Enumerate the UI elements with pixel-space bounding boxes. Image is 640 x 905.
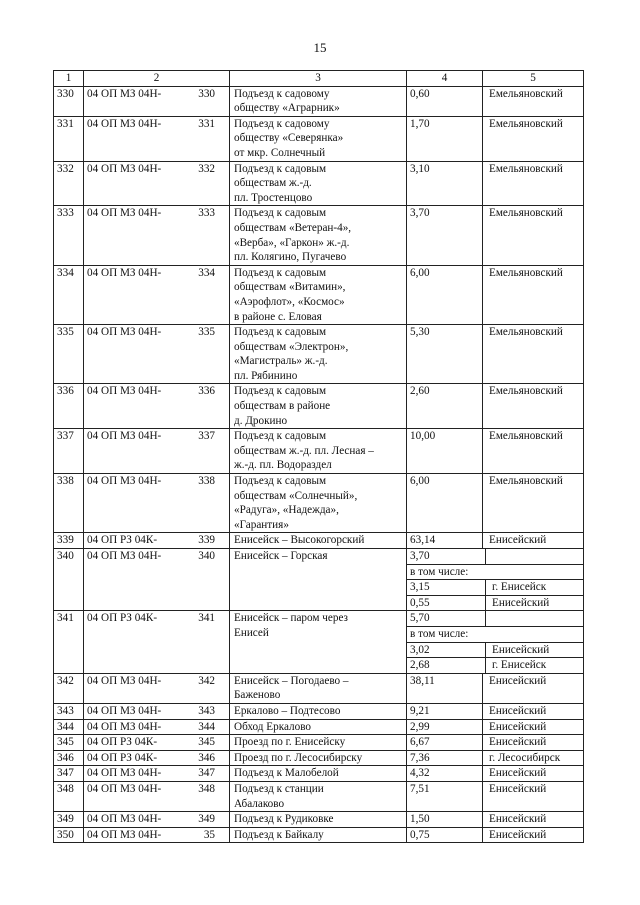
- road-code: [84, 206, 230, 265]
- row-number: 342: [54, 673, 84, 703]
- part-length: 3,15: [407, 580, 486, 596]
- row-number: 347: [54, 766, 84, 782]
- roads-table: [53, 70, 584, 843]
- district: Енисейский: [483, 673, 584, 703]
- road-name-line: Подъезд к садовому: [234, 87, 330, 100]
- road-name-line: Подъезд к садовым: [234, 385, 327, 398]
- row-number: 337: [54, 429, 84, 474]
- road-name-line: Енисейск – паром через: [234, 612, 348, 625]
- road-code-prefix: 04 ОП МЗ 04Н-: [87, 720, 162, 733]
- road-code-number: 337: [198, 430, 215, 443]
- table-row: [54, 116, 584, 161]
- road-code-prefix: 04 ОП МЗ 04Н-: [87, 326, 162, 339]
- table-row: [54, 812, 584, 828]
- road-name-line: д. Дрокино: [234, 414, 288, 427]
- road-name-line: от мкр. Солнечный: [234, 146, 326, 159]
- district: Енисейский: [483, 812, 584, 828]
- breakdown-total-row: [407, 611, 583, 626]
- road-code: [84, 781, 230, 811]
- road-name: [230, 781, 407, 811]
- header-cell: 5: [483, 71, 584, 87]
- row-number: 350: [54, 827, 84, 843]
- road-name-line: «Магистраль» ж.-д.: [234, 355, 328, 368]
- road-code-number: 341: [198, 612, 215, 625]
- row-number: 344: [54, 719, 84, 735]
- road-code-prefix: 04 ОП МЗ 04Н-: [87, 813, 162, 826]
- road-code: [84, 812, 230, 828]
- road-code: [84, 750, 230, 766]
- road-name-line: Подъезд к садовому: [234, 117, 330, 130]
- road-name-line: Еркалово – Подтесово: [234, 704, 341, 717]
- road-name-line: «Радуга», «Надежда»,: [234, 504, 339, 517]
- road-length: 6,00: [407, 474, 483, 533]
- road-code-number: 332: [198, 162, 215, 175]
- road-length: 5,70: [407, 611, 486, 626]
- road-code-number: 335: [198, 326, 215, 339]
- road-code-number: 345: [198, 736, 215, 749]
- row-number: 332: [54, 161, 84, 206]
- row-number: 341: [54, 611, 84, 673]
- road-name: [230, 265, 407, 324]
- road-name-line: обществу «Северянка»: [234, 132, 344, 145]
- road-name-line: обществам «Ветеран-4»,: [234, 221, 352, 234]
- road-length: 10,00: [407, 429, 483, 474]
- row-number: 339: [54, 533, 84, 549]
- road-name-line: Подъезд к станции: [234, 782, 324, 795]
- road-code-prefix: 04 ОП МЗ 04Н-: [87, 828, 162, 841]
- road-name-line: Подъезд к Малобелой: [234, 767, 339, 780]
- road-code-number: 334: [198, 266, 215, 279]
- road-name: [230, 429, 407, 474]
- road-name-line: «Верба», «Гаркон» ж.-д.: [234, 236, 350, 249]
- part-district: г. Енисейск: [492, 659, 547, 672]
- road-code: [84, 611, 230, 673]
- road-name-line: Енисей: [234, 626, 269, 639]
- road-name: [230, 750, 407, 766]
- road-code-number: 336: [198, 385, 215, 398]
- district: Емельяновский: [483, 474, 584, 533]
- table-row: [54, 384, 584, 429]
- road-code: [84, 325, 230, 384]
- length-breakdown: [407, 611, 584, 673]
- road-code-prefix: 04 ОП РЗ 04К-: [87, 751, 158, 764]
- header-cell: 4: [407, 71, 483, 87]
- road-name-line: обществам в районе: [234, 400, 331, 413]
- road-code: [84, 735, 230, 751]
- district: Енисейский: [483, 703, 584, 719]
- road-name-line: Баженово: [234, 689, 281, 702]
- breakdown-part-row: [407, 595, 583, 610]
- table-row: [54, 549, 584, 611]
- row-number: 334: [54, 265, 84, 324]
- road-name-line: Обход Еркалово: [234, 720, 312, 733]
- road-code-prefix: 04 ОП МЗ 04Н-: [87, 430, 162, 443]
- breakdown-part-row: [407, 642, 583, 658]
- road-code-prefix: 04 ОП МЗ 04Н-: [87, 674, 162, 687]
- road-code: [84, 766, 230, 782]
- road-code-number: 349: [198, 813, 215, 826]
- district-empty: [486, 611, 584, 626]
- road-code-number: 343: [198, 704, 215, 717]
- road-length: 3,70: [407, 206, 483, 265]
- row-number: 349: [54, 812, 84, 828]
- road-code-prefix: 04 ОП РЗ 04К-: [87, 736, 158, 749]
- row-number: 333: [54, 206, 84, 265]
- road-name: [230, 384, 407, 429]
- road-length: 3,10: [407, 161, 483, 206]
- road-code-number: 340: [198, 550, 215, 562]
- road-code: [84, 384, 230, 429]
- row-number: 330: [54, 86, 84, 116]
- road-code-prefix: 04 ОП МЗ 04Н-: [87, 782, 162, 795]
- district: Енисейский: [483, 781, 584, 811]
- road-length: 4,32: [407, 766, 483, 782]
- road-name-line: обществу «Аграрник»: [234, 102, 340, 115]
- road-length: 38,11: [407, 673, 483, 703]
- road-name-line: обществам ж.-д. пл. Лесная –: [234, 444, 374, 457]
- table-row: [54, 474, 584, 533]
- row-number: 331: [54, 116, 84, 161]
- road-name-line: обществам «Витамин»,: [234, 281, 346, 294]
- road-code: [84, 161, 230, 206]
- road-length: 2,99: [407, 719, 483, 735]
- road-code-prefix: 04 ОП МЗ 04Н-: [87, 266, 162, 279]
- row-number: 336: [54, 384, 84, 429]
- road-name: [230, 673, 407, 703]
- district: Емельяновский: [483, 161, 584, 206]
- road-code-prefix: 04 ОП МЗ 04Н-: [87, 767, 162, 780]
- road-code-number: 331: [198, 117, 215, 130]
- road-code-prefix: 04 ОП МЗ 04Н-: [87, 162, 162, 175]
- district: Енисейский: [483, 827, 584, 843]
- road-name: [230, 206, 407, 265]
- table-row: [54, 533, 584, 549]
- district: г. Лесосибирск: [483, 750, 584, 766]
- road-name-line: Подъезд к Рудиковке: [234, 813, 334, 826]
- district: Енисейский: [483, 735, 584, 751]
- district: Емельяновский: [483, 265, 584, 324]
- road-code-prefix: 04 ОП РЗ 04К-: [87, 612, 158, 625]
- road-name-line: «Гарантия»: [234, 518, 289, 531]
- breakdown-part-row: [407, 580, 583, 596]
- road-code: [84, 116, 230, 161]
- road-name: [230, 474, 407, 533]
- road-length: 0,75: [407, 827, 483, 843]
- part-district: Енисейский: [492, 596, 550, 609]
- road-name: [230, 611, 407, 673]
- district: Емельяновский: [483, 429, 584, 474]
- road-name-line: обществам «Электрон»,: [234, 340, 349, 353]
- road-name-line: Подъезд к садовым: [234, 162, 327, 175]
- district-empty: [486, 549, 584, 564]
- road-length: 9,21: [407, 703, 483, 719]
- road-name: [230, 703, 407, 719]
- breakdown-table: [407, 611, 583, 672]
- road-name-line: обществам ж.-д.: [234, 177, 312, 190]
- road-name-line: Подъезд к садовым: [234, 475, 327, 488]
- table-row: [54, 827, 584, 843]
- district: Емельяновский: [483, 86, 584, 116]
- road-code: [84, 474, 230, 533]
- district: Емельяновский: [483, 384, 584, 429]
- road-name-line: Проезд по г. Лесосибирску: [234, 751, 363, 764]
- road-code-prefix: 04 ОП РЗ 04К-: [87, 534, 158, 547]
- table-row: [54, 161, 584, 206]
- table-row: [54, 673, 584, 703]
- road-name-line: Енисейск – Погодаево –: [234, 674, 349, 687]
- road-code: [84, 719, 230, 735]
- table-row: [54, 429, 584, 474]
- road-name: [230, 325, 407, 384]
- road-name-line: пл. Тростенцово: [234, 191, 313, 204]
- road-code-prefix: 04 ОП МЗ 04Н-: [87, 550, 162, 562]
- district: Енисейский: [483, 719, 584, 735]
- road-code: [84, 86, 230, 116]
- road-name: [230, 116, 407, 161]
- road-length: 7,36: [407, 750, 483, 766]
- road-name: [230, 549, 407, 611]
- road-code-number: 346: [198, 751, 215, 764]
- road-code: [84, 265, 230, 324]
- road-name-line: в районе с. Еловая: [234, 310, 322, 323]
- road-name: [230, 827, 407, 843]
- road-code-number: 344: [198, 720, 215, 733]
- road-code-prefix: 04 ОП МЗ 04Н-: [87, 207, 162, 220]
- length-breakdown: [407, 549, 584, 611]
- road-code: [84, 827, 230, 843]
- road-name-line: Енисейск – Горская: [234, 550, 328, 562]
- road-name-line: обществам «Солнечный»,: [234, 489, 358, 502]
- row-number: 338: [54, 474, 84, 533]
- road-name-line: Подъезд к Байкалу: [234, 828, 324, 841]
- road-name-line: пл. Рябинино: [234, 369, 298, 382]
- road-name-line: пл. Колягино, Пугачево: [234, 251, 347, 264]
- road-name-line: ж.-д. пл. Водораздел: [234, 459, 332, 472]
- road-name-line: «Аэрофлот», «Космос»: [234, 295, 345, 308]
- row-number: 346: [54, 750, 84, 766]
- road-code-number: 347: [198, 767, 215, 780]
- road-code-number: 35: [203, 828, 215, 841]
- table-row: [54, 611, 584, 673]
- part-length: 0,55: [407, 595, 486, 610]
- table-row: [54, 735, 584, 751]
- breakdown-part-row: [407, 658, 583, 673]
- part-length: 3,02: [407, 642, 486, 658]
- table-row: [54, 750, 584, 766]
- row-number: 345: [54, 735, 84, 751]
- part-length: 2,68: [407, 658, 486, 673]
- table-body: [54, 86, 584, 843]
- road-name-line: Енисейск – Высокогорский: [234, 534, 365, 547]
- road-code-prefix: 04 ОП МЗ 04Н-: [87, 475, 162, 488]
- road-code-number: 333: [198, 207, 215, 220]
- road-name-line: Абалаково: [234, 797, 285, 810]
- road-code-number: 330: [198, 87, 215, 100]
- road-code-prefix: 04 ОП МЗ 04Н-: [87, 117, 162, 130]
- breakdown-table: [407, 549, 583, 610]
- road-name: [230, 735, 407, 751]
- road-code: [84, 673, 230, 703]
- page-number: 15: [313, 40, 327, 55]
- road-length: 6,00: [407, 265, 483, 324]
- road-code-number: 342: [198, 674, 215, 687]
- breakdown-total-row: [407, 549, 583, 564]
- row-number: 340: [54, 549, 84, 611]
- road-name-line: Подъезд к садовым: [234, 266, 327, 279]
- road-name-line: Проезд по г. Енисейску: [234, 736, 346, 749]
- district: Енисейский: [483, 533, 584, 549]
- road-name: [230, 812, 407, 828]
- table-row: [54, 265, 584, 324]
- district: Емельяновский: [483, 206, 584, 265]
- road-name: [230, 719, 407, 735]
- road-code: [84, 533, 230, 549]
- road-length: 63,14: [407, 533, 483, 549]
- road-length: 5,30: [407, 325, 483, 384]
- road-name-line: Подъезд к садовым: [234, 430, 327, 443]
- table-row: [54, 703, 584, 719]
- breakdown-label: в том числе:: [407, 626, 583, 642]
- district: Енисейский: [483, 766, 584, 782]
- district: Емельяновский: [483, 325, 584, 384]
- road-code: [84, 549, 230, 611]
- road-name: [230, 161, 407, 206]
- header-row: [54, 71, 584, 87]
- part-district: г. Енисейск: [486, 580, 584, 596]
- district: Емельяновский: [483, 116, 584, 161]
- part-district: Енисейский: [486, 642, 584, 658]
- road-name: [230, 533, 407, 549]
- road-length: 0,60: [407, 86, 483, 116]
- road-length: 1,50: [407, 812, 483, 828]
- header-cell: 3: [230, 71, 407, 87]
- breakdown-label: в том числе:: [407, 564, 583, 580]
- road-name: [230, 86, 407, 116]
- road-length: 2,60: [407, 384, 483, 429]
- road-length: 6,67: [407, 735, 483, 751]
- road-code-number: 339: [198, 534, 215, 547]
- table-row: [54, 766, 584, 782]
- road-code: [84, 429, 230, 474]
- road-length: 1,70: [407, 116, 483, 161]
- table-row: [54, 781, 584, 811]
- row-number: 348: [54, 781, 84, 811]
- table-row: [54, 206, 584, 265]
- breakdown-label-row: [407, 564, 583, 580]
- road-length: 3,70: [407, 549, 486, 564]
- road-code-prefix: 04 ОП МЗ 04Н-: [87, 704, 162, 717]
- table-row: [54, 719, 584, 735]
- row-number: 335: [54, 325, 84, 384]
- header-cell: 2: [84, 71, 230, 87]
- road-code-number: 338: [198, 475, 215, 488]
- table-row: [54, 325, 584, 384]
- header-cell: 1: [54, 71, 84, 87]
- road-code-prefix: 04 ОП МЗ 04Н-: [87, 87, 162, 100]
- road-length: 7,51: [407, 781, 483, 811]
- breakdown-label-row: [407, 626, 583, 642]
- table-row: [54, 86, 584, 116]
- road-name-line: Подъезд к садовым: [234, 326, 327, 339]
- road-code: [84, 703, 230, 719]
- road-name: [230, 766, 407, 782]
- row-number: 343: [54, 703, 84, 719]
- road-name-line: Подъезд к садовым: [234, 207, 327, 220]
- road-code-number: 348: [198, 782, 215, 795]
- road-code-prefix: 04 ОП МЗ 04Н-: [87, 385, 162, 398]
